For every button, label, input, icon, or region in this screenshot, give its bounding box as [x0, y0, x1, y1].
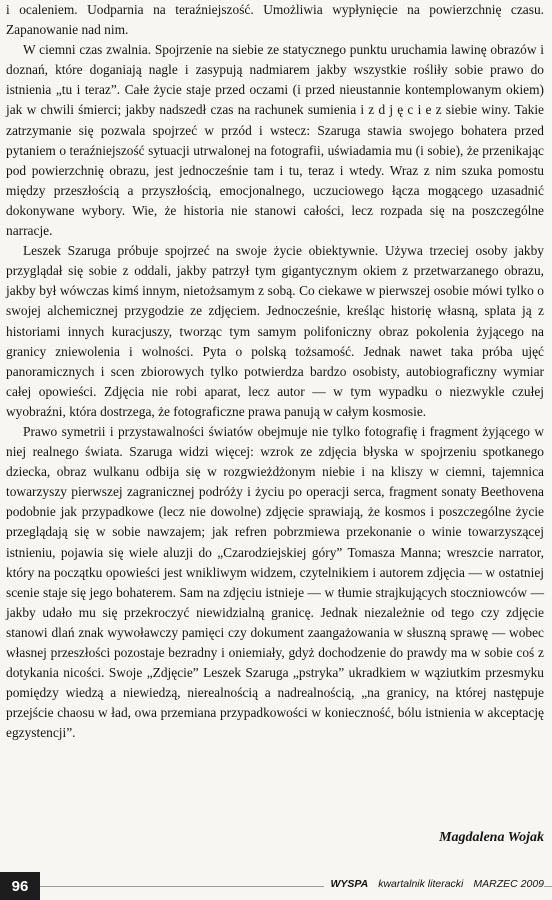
paragraph: W ciemni czas zwalnia. Spojrzenie na siebie ze statycznego punktu uruchamia lawinę obrazów i doznań, które doganiają nagle i zasypują nadmiarem jakby wszystkie rośliły sobie prawo do istnienia „tu i teraz”. Całe życie staje przed oczami (i przed nieustannie kontemplowanym okiem) jak w chwili śmierci; jakby nadszedł czas na rachunek sumienia i z d j ę c i e z siebie winy. Takie zatrzymanie się pozwala spojrzeć w przód i wstecz: Szaruga stawia swojego bohatera przed pytaniem o teraźniejszość sytuacji utrwalonej na fotografii, uświadamia mu (i sobie), że przenikając pod powierzchnię obrazu, jest jednocześnie tam i tu, teraz i wtedy. Wraz z nim szuka pomostu między przeszłością a przyszłością, emocjonalnego, uczuciowego łącza mogącego uzasadnić dokonywane wybory. Wie, że historia nie stanowi całości, lecz rozpada się na poszczególne narracje. — [6, 42, 544, 239]
magazine-subtitle: kwartalnik literacki — [378, 878, 464, 890]
issue-date: MARZEC 2009 — [473, 878, 544, 890]
article-body — [6, 0, 544, 743]
footer-meta — [324, 878, 544, 890]
paragraph: Leszek Szaruga próbuje spojrzeć na swoje życie obiektywnie. Używa trzeciej osoby jakby przyglądał się sobie z oddali, jakby patrzył tym gigantycznym okiem z przetwarzanego obrazu, jakby był wówczas kimś innym, nietożsamym z sobą. Co ciekawe w pierwszej osobie mówi tylko o swojej alchemicznej przygodzie ze zdjęciem. Jednocześnie, kreśląc historię własną, splata ją z historiami innych kuracjuszy, tworząc tym samym polifoniczny obraz pokolenia żyjącego na granicy zniewolenia i wolności. Pyta o polską tożsamość. Jednak nawet taka próba ujęć panoramicznych i scen zbiorowych tylko potwierdza bardzo osobisty, autobiograficzny wymiar całej opowieści. Zdjęcia nie robi aparat, lecz autor — w tym wypadku o niezwykle czułej wyobraźni, która dostrzega, że fotograficzne prawa panują w całym kosmosie. — [6, 243, 544, 419]
page-footer — [0, 872, 552, 900]
paragraph: i ocaleniem. Uodparnia na teraźniejszość. Umożliwia wypłynięcie na powierzchnię czasu. Zapanowanie nad nim. — [6, 2, 544, 38]
magazine-name: WYSPA — [330, 878, 369, 890]
paragraph: Prawo symetrii i przystawalności światów obejmuje nie tylko fotografię i fragment żyjącego w niej realnego świata. Szaruga widzi więcej: wzrok ze zdjęcia błyska w spojrzeniu spotkanego dziecka, obraz wulkanu odbija się w rozgwieżdżonym niebie i na kliszy w ciemni, tajemnica towarzyszy pierwszej zagranicznej podróży i życiu po operacji serca, fragment sonaty Beethovena podobnie jak przypadkowe (lecz nie dowolne) zdjęcie sprawiają, że kosmos i poszczególne życie przeglądają się w sobie nawzajem; jak refren pobrzmiewa przekonanie o winie towarzyszącej istnieniu, pojawia się wiele aluzji do „Czarodziejskiej góry” Tomasza Manna; wreszcie narrator, który na początku opowieści jest wnikliwym widzem, czytelnikiem i autorem zdjęcia — w ostatniej scenie staje się jego bohaterem. Sam na zdjęciu istnieje — w tłumie strajkujących stoczniowców — jakby udało mu się przekroczyć niewidzialną granicę. Jednak niezależnie od tego czy zdjęcie stanowi dlań znak wywoławczy pamięci czy dokument zaangażowania w słuszną sprawę — wobec własnej przeszłości pozostaje bezradny i oniemiały, gdyż dochodzenie do prawdy ma w sobie coś z dotykania nicości. Swoje „Zdjęcie” Leszek Szaruga „pstryka” ukradkiem w wąziutkim przesmyku pomiędzy wiedzą a niewiedzą, nierealnością a nadrealnością, „na granicy, na której następuje przejście chaosu w ład, owa przemiana przypadkowości w konieczność, bólu istnienia w akceptację egzystencji”. — [6, 423, 544, 741]
page-number: 96 — [0, 872, 40, 900]
author-signature: Magdalena Wojak — [439, 830, 544, 845]
